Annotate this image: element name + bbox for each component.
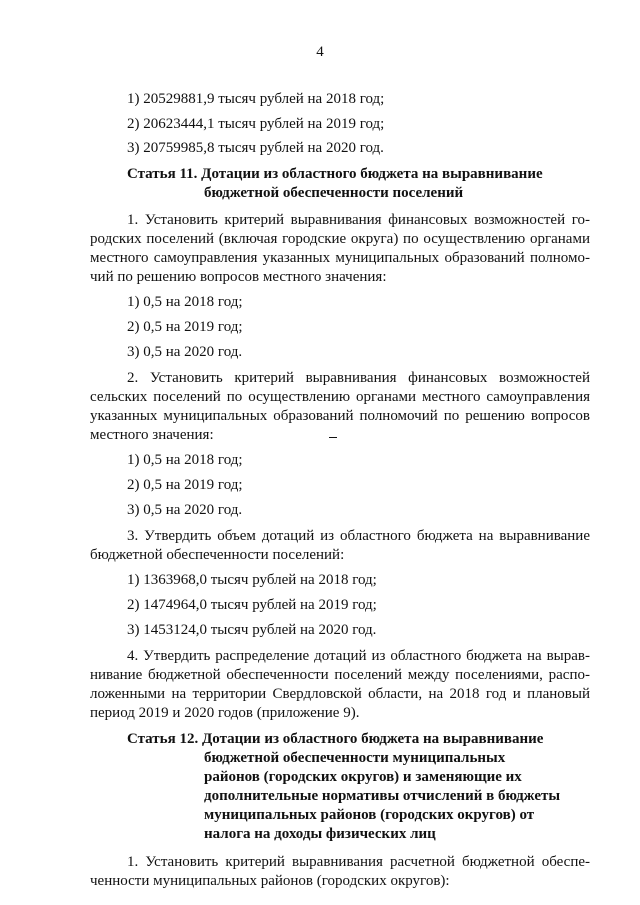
text-line: чий по решению вопросов местного значения: <box>90 269 387 285</box>
text-line: 4. Утвердить распределение дотаций из областного бюджета на вырав- <box>127 648 590 664</box>
text-line: родских поселений (включая городские округа) по осуществлению органами <box>90 231 590 247</box>
text-line: 1. Установить критерий выравнивания финансовых возможностей го- <box>127 212 590 228</box>
text-line: бюджетной обеспеченности поселений: <box>90 547 345 563</box>
text-line: 2) 0,5 на 2019 год; <box>127 477 243 493</box>
article-heading: бюджетной обеспеченности поселений <box>204 185 464 201</box>
text-line: ченности муниципальных районов (городских округов): <box>90 873 450 889</box>
text-line: 1) 0,5 на 2018 год; <box>127 452 243 468</box>
text-line: местного самоуправления указанных муниципальных образований полномо- <box>90 250 590 266</box>
text-line: 1. Установить критерий выравнивания расчетной бюджетной обеспе- <box>127 854 590 870</box>
article-heading: Статья 12. Дотации из областного бюджета на выравнивание <box>127 731 544 747</box>
text-line: 3) 0,5 на 2020 год. <box>127 502 243 518</box>
article-heading: налога на доходы физических лиц <box>204 826 436 842</box>
text-line: 1) 1363968,0 тысяч рублей на 2018 год; <box>127 572 377 588</box>
text-line: 2) 1474964,0 тысяч рублей на 2019 год; <box>127 597 377 613</box>
text-line: период 2019 и 2020 годов (приложение 9). <box>90 705 360 721</box>
text-line: 3) 1453124,0 тысяч рублей на 2020 год. <box>127 622 377 638</box>
text-line: 3) 20759985,8 тысяч рублей на 2020 год. <box>127 140 384 156</box>
article-heading: районов (городских округов) и заменяющие их <box>204 769 522 785</box>
text-line: местного значения: <box>90 427 214 443</box>
article-heading: дополнительные нормативы отчислений в бюджеты <box>204 788 561 804</box>
text-line: 1) 20529881,9 тысяч рублей на 2018 год; <box>127 91 385 107</box>
article-heading: бюджетной обеспеченности муниципальных <box>204 750 506 766</box>
text-line: ложенными на территории Свердловской области, на 2018 год и плановый <box>90 686 590 702</box>
text-line: 2. Установить критерий выравнивания финансовых возможностей <box>127 370 590 386</box>
text-line: 3. Утвердить объем дотаций из областного бюджета на выравнивание <box>127 528 590 544</box>
text-line: указанных муниципальных образований полномочий по решению вопросов <box>90 408 590 424</box>
article-heading: муниципальных районов (городских округов) от <box>204 807 535 823</box>
text-line: нивание бюджетной обеспеченности поселений между поселениями, распо- <box>90 667 590 683</box>
page-number: 4 <box>316 44 324 60</box>
text-line: 2) 20623444,1 тысяч рублей на 2019 год; <box>127 116 385 132</box>
text-line: 1) 0,5 на 2018 год; <box>127 294 243 310</box>
text-line: 3) 0,5 на 2020 год. <box>127 344 243 360</box>
text-line: 2) 0,5 на 2019 год; <box>127 319 243 335</box>
stray-dash-mark <box>329 437 337 438</box>
text-line: сельских поселений по осуществлению органами местного самоуправления <box>90 389 590 405</box>
article-heading: Статья 11. Дотации из областного бюджета на выравнивание <box>127 166 543 182</box>
